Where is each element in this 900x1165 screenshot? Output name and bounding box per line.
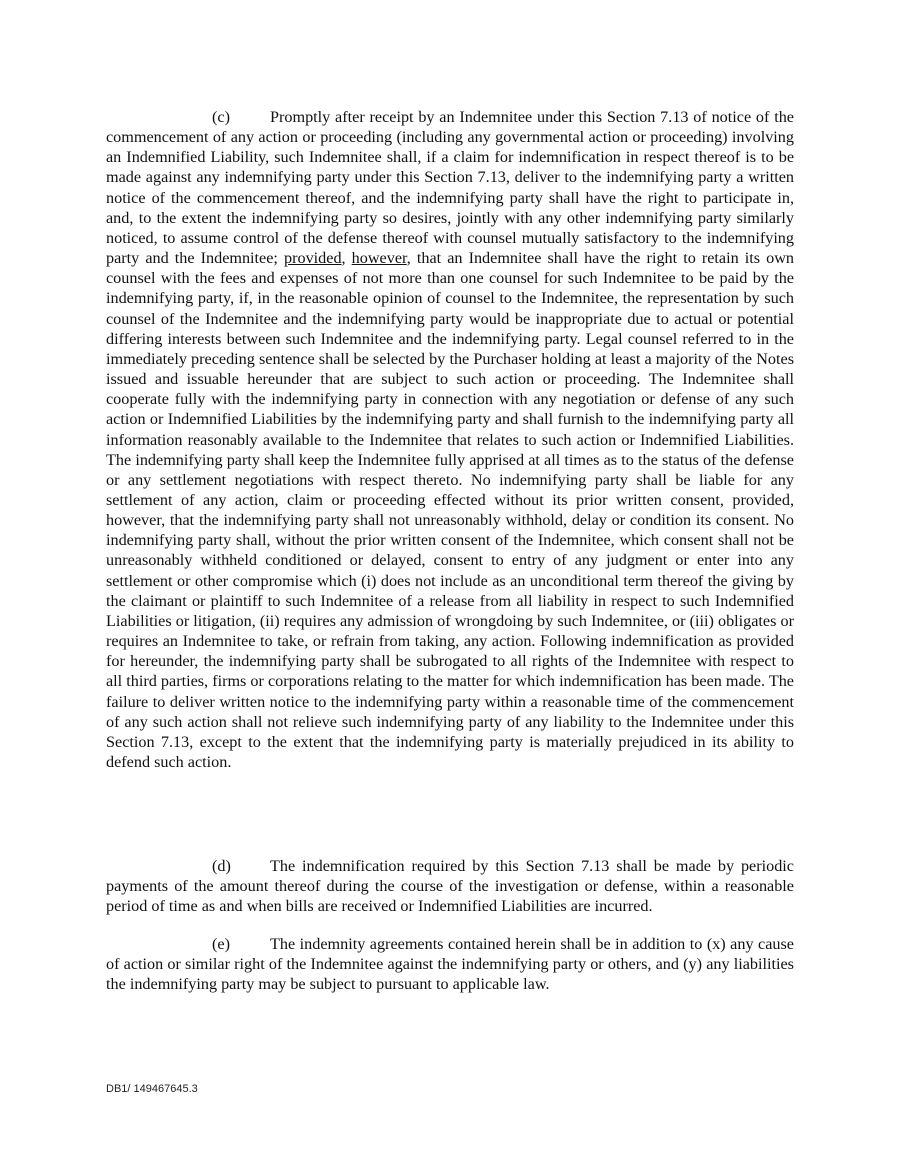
paragraph-d [106,856,794,916]
paragraph-text: The indemnification required by this Section 7.13 shall be made by periodic payments of the amount thereof during the course of the investigation or defense, within a reasonable period of time as and when bills are received or Indemnified Liabilities are incurred. [106,857,794,916]
paragraph-text: Promptly after receipt by an Indemnitee under this Section 7.13 of notice of the commencement of any action or proceeding (including any governmental action or proceeding) involving an Indemnified Liability, such Indemnitee shall, if a claim for indemnification in respect thereof is to be made against any indemnifying party under this Section 7.13, deliver to the indemnifying party a written notice of the commencement thereof, and the indemnifying party shall have the right to participate in, and, to the extent the indemnifying party so desires, jointly with any other indemnifying party similarly noticed, to assume control of the defense thereof with counsel mutually satisfactory to the indemnifying party and the Indemnitee; [106,108,794,268]
document-footer-id: DB1/ 149467645.3 [106,1083,198,1095]
paragraph-text: , that an Indemnitee shall have the right to retain its own counsel with the fees and expenses of not more than one counsel for such Indemnitee to be paid by the indemnifying party, if, in the reasonable opinion of counsel to the Indemnitee, the representation by such counsel of the Indemnitee and the indemnifying party would be inappropriate due to actual or potential differing interests between such Indemnitee and the indemnifying party. Legal counsel referred to in the immediately preceding sentence shall be selected by the Purchaser holding at least a majority of the Notes issued and issuable hereunder that are subject to such action or proceeding. The Indemnitee shall cooperate fully with the indemnifying party in connection with any negotiation or defense of any such action or Indemnified Liabilities by the indemnifying party and shall furnish to the indemnifying party all information reasonably available to the Indemnitee that relates to such action or Indemnified Liabilities. The indemnifying party shall keep the Indemnitee fully apprised at all times as to the status of the defense or any settlement negotiations with respect thereto. No indemnifying party shall be liable for any settlement of any action, claim or proceeding effected without its prior written consent, provided, however, that the indemnifying party shall not unreasonably withhold, delay or condition its consent. No indemnifying party shall, without the prior written consent of the Indemnitee, which consent shall not be unreasonably withheld conditioned or delayed, consent to entry of any judgment or enter into any settlement or other compromise which (i) does not include as an unconditional term thereof the giving by the claimant or plaintiff to such Indemnitee of a release from all liability in respect to such Indemnified Liabilities or litigation, (ii) requires any admission of wrongdoing by such Indemnitee, or (iii) obligates or requires an Indemnitee to take, or refrain from taking, any action. Following indemnification as provided for hereunder, the indemnifying party shall be subrogated to all rights of the Indemnitee with respect to all third parties, firms or corporations relating to the matter for which indemnification has been made. The failure to deliver written notice to the indemnifying party within a reasonable time of the commencement of any such action shall not relieve such indemnifying party of any liability to the Indemnitee under this Section 7.13, except to the extent that the indemnifying party is materially prejudiced in its ability to defend such action. [106,249,795,771]
paragraph-label: (d) [212,857,231,875]
underlined-term: provided [284,249,342,268]
punctuation: , [341,249,352,268]
underlined-term: however [351,249,407,268]
paragraph-label: (e) [212,935,230,953]
paragraph-e [106,934,794,994]
paragraph-text: The indemnity agreements contained herein shall be in addition to (x) any cause of action or similar right of the Indemnitee against the indemnifying party or others, and (y) any liabilities the indemnifying party may be subject to pursuant to applicable law. [106,935,794,994]
paragraph-c [106,107,794,772]
paragraph-label: (c) [212,108,230,126]
